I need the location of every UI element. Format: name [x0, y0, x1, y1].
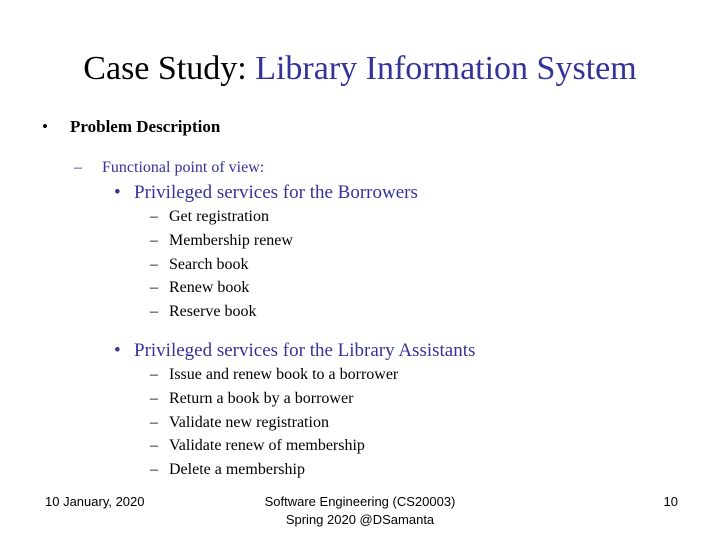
list-item-label: Validate renew of membership — [169, 437, 365, 455]
borrowers-heading-label: Privileged services for the Borrowers — [134, 182, 418, 203]
assistants-services-list — [150, 363, 398, 482]
dash-mark: – — [150, 413, 158, 431]
bullet-mark: • — [114, 340, 121, 361]
list-item — [150, 411, 398, 435]
problem-description-bullet — [42, 117, 220, 137]
bullet-mark: • — [42, 117, 48, 136]
dash-mark: – — [150, 279, 158, 297]
functional-view-bullet — [74, 158, 264, 178]
dash-mark: – — [150, 303, 158, 321]
list-item — [150, 363, 398, 387]
dash-mark: – — [74, 159, 82, 176]
dash-mark: – — [150, 231, 158, 249]
list-item — [150, 205, 293, 229]
slide-title — [0, 49, 720, 89]
footer-course-line1: Software Engineering (CS20003) — [264, 494, 456, 509]
list-item — [150, 434, 398, 458]
problem-description-label: Problem Description — [70, 117, 221, 136]
list-item-label: Issue and renew book to a borrower — [169, 366, 399, 383]
page-number: 10 — [663, 494, 678, 509]
borrowers-services-list — [150, 205, 293, 324]
list-item-label: Membership renew — [169, 231, 293, 249]
list-item — [150, 229, 293, 253]
list-item — [150, 276, 293, 300]
dash-mark: – — [150, 461, 158, 479]
list-item — [150, 300, 293, 324]
list-item-label: Delete a membership — [169, 461, 305, 479]
dash-mark: – — [150, 366, 158, 383]
list-item-label: Reserve book — [169, 303, 257, 321]
bullet-mark: • — [114, 182, 121, 203]
functional-view-label: Functional point of view: — [102, 159, 265, 176]
dash-mark: – — [150, 208, 158, 225]
list-item — [150, 387, 398, 411]
list-item-label: Renew book — [169, 279, 250, 297]
list-item — [150, 458, 398, 482]
assistants-heading — [114, 340, 475, 362]
title-accent: Library Information System — [255, 50, 637, 87]
assistants-heading-label: Privileged services for the Library Assistants — [134, 340, 476, 361]
dash-mark: – — [150, 255, 158, 273]
dash-mark: – — [150, 437, 158, 455]
footer-course-line2: Spring 2020 @DSamanta — [285, 512, 435, 527]
list-item-label: Return a book by a borrower — [169, 389, 354, 407]
list-item-label: Search book — [169, 255, 249, 273]
list-item-label: Get registration — [169, 208, 269, 225]
list-item-label: Validate new registration — [169, 413, 329, 431]
footer-course — [160, 493, 560, 529]
borrowers-heading — [114, 182, 418, 204]
dash-mark: – — [150, 389, 158, 407]
title-prefix: Case Study: — [83, 50, 256, 87]
list-item — [150, 253, 293, 277]
footer-date: 10 January, 2020 — [45, 494, 145, 509]
